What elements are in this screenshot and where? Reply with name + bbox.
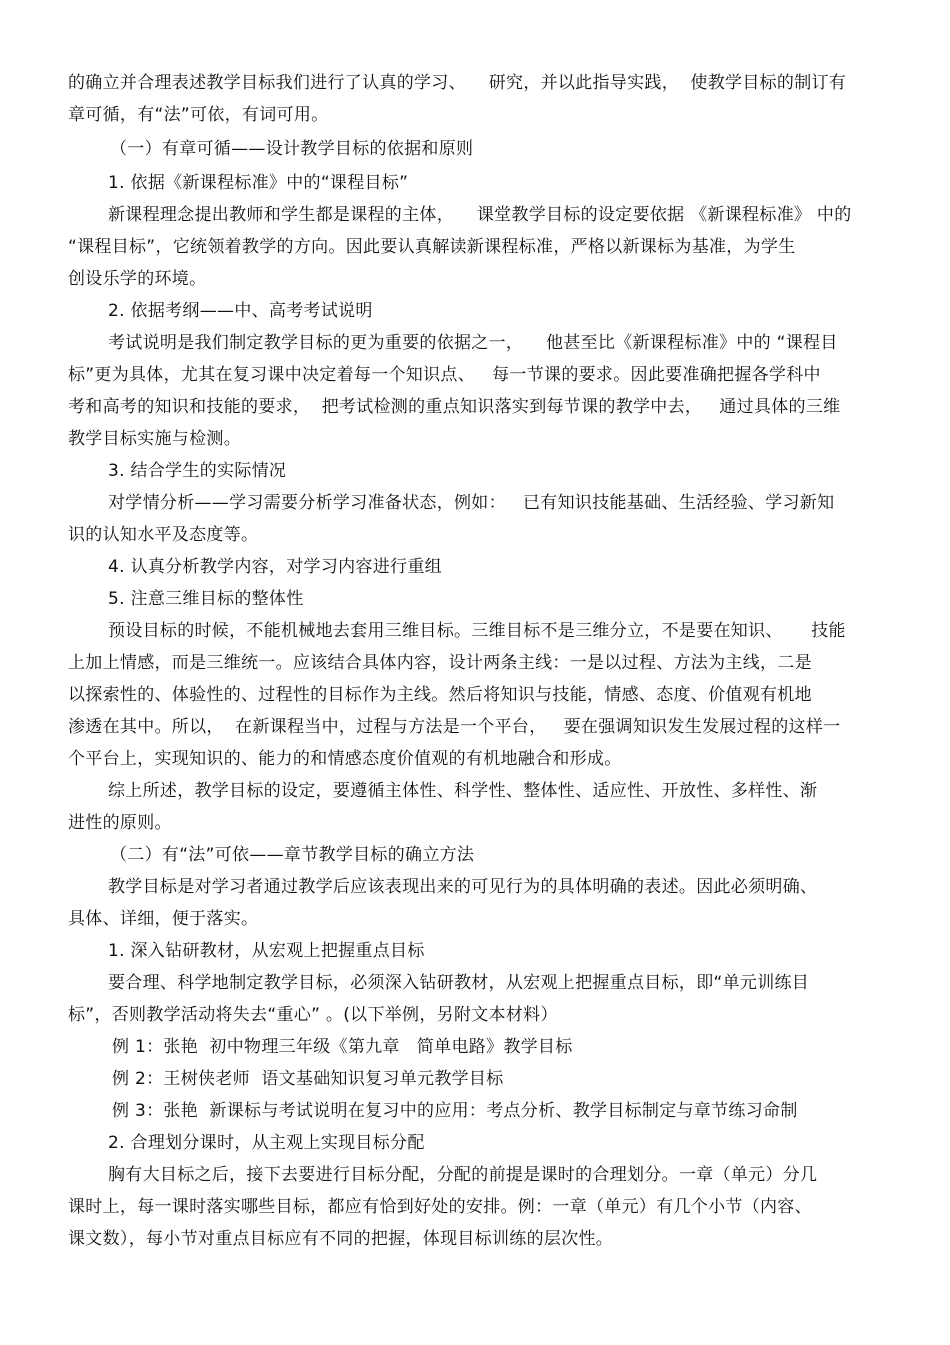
- example-line: 例 3：张艳 新课标与考试说明在复习中的应用：考点分析、教学目标制定与章节练习命制: [112, 1101, 798, 1121]
- section-heading-1: （一）有章可循——设计教学目标的依据和原则: [110, 139, 474, 159]
- subheading: 2. 依据考纲——中、高考考试说明: [108, 301, 373, 321]
- text-line: 上加上情感，而是三维统一。应该结合具体内容，设计两条主线：一是以过程、方法为主线，二是: [68, 653, 812, 673]
- subheading: 4. 认真分析教学内容，对学习内容进行重组: [108, 557, 442, 577]
- text-line: 考和高考的知识和技能的要求， 把考试检测的重点知识落实到每节课的教学中去， 通过具体的三维: [68, 397, 841, 417]
- text-line: 预设目标的时候，不能机械地去套用三维目标。三维目标不是三维分立，不是要在知识、 技能: [108, 621, 846, 641]
- example-line: 例 1：张艳 初中物理三年级《第九章 简单电路》教学目标: [112, 1037, 573, 1057]
- text-line: 综上所述，教学目标的设定，要遵循主体性、科学性、整体性、适应性、开放性、多样性、渐: [108, 781, 818, 801]
- text-line: 课时上，每一课时落实哪些目标，都应有恰到好处的安排。例：一章（单元）有几个小节（内容、: [68, 1197, 812, 1217]
- text-line: “课程目标”，它统领着教学的方向。因此要认真解读新课程标准，严格以新课标为基准，为学生: [68, 237, 796, 257]
- text-line: 胸有大目标之后，接下去要进行目标分配，分配的前提是课时的合理划分。一章（单元）分几: [108, 1165, 818, 1185]
- text-line: 教学目标实施与检测。: [68, 429, 241, 449]
- text-line: 新课程理念提出教师和学生都是课程的主体， 课堂教学目标的设定要依据 《新课程标准》 中的: [108, 205, 852, 225]
- subheading: 2. 合理划分课时，从主观上实现目标分配: [108, 1133, 425, 1153]
- text-line: 考试说明是我们制定教学目标的更为重要的依据之一， 他甚至比《新课程标准》中的 “课程目: [108, 333, 838, 353]
- text-line: 对学情分析——学习需要分析学习准备状态，例如： 已有知识技能基础、生活经验、学习新知: [108, 493, 835, 513]
- text-line: 进性的原则。: [68, 813, 172, 833]
- subheading: 1. 深入钻研教材，从宏观上把握重点目标: [108, 941, 425, 961]
- text-line: 标”更为具体，尤其在复习课中决定着每一个知识点、 每一节课的要求。因此要准确把握各学科中: [68, 365, 821, 385]
- text-line: 课文数），每小节对重点目标应有不同的把握，体现目标训练的层次性。: [68, 1229, 614, 1249]
- subheading: 5. 注意三维目标的整体性: [108, 589, 304, 609]
- text-line: 教学目标是对学习者通过教学后应该表现出来的可见行为的具体明确的表述。因此必须明确、: [108, 877, 818, 897]
- text-line: 个平台上，实现知识的、能力的和情感态度价值观的有机地融合和形成。: [68, 749, 622, 769]
- text-line: 章可循，有“法”可依，有词可用。: [68, 105, 329, 125]
- text-line: 标”，否则教学活动将失去“重心” 。(以下举例，另附文本材料）: [68, 1005, 558, 1025]
- example-line: 例 2：王树侠老师 语文基础知识复习单元教学目标: [112, 1069, 504, 1089]
- section-heading-2: （二）有“法”可依——章节教学目标的确立方法: [110, 845, 475, 865]
- text-line: 的确立并合理表述教学目标我们进行了认真的学习、 研究，并以此指导实践， 使教学目标的制订有: [68, 73, 847, 93]
- text-line: 要合理、科学地制定教学目标，必须深入钻研教材，从宏观上把握重点目标，即“单元训练目: [108, 973, 810, 993]
- text-line: 以探索性的、体验性的、过程性的目标作为主线。然后将知识与技能，情感、态度、价值观有机地: [68, 685, 812, 705]
- text-line: 渗透在其中。所以， 在新课程当中，过程与方法是一个平台， 要在强调知识发生发展过程的这样一: [68, 717, 841, 737]
- text-line: 创设乐学的环境。: [68, 269, 207, 289]
- text-line: 具体、详细，便于落实。: [68, 909, 259, 929]
- subheading: 3. 结合学生的实际情况: [108, 461, 287, 481]
- text-line: 识的认知水平及态度等。: [68, 525, 259, 545]
- subheading: 1. 依据《新课程标准》中的“课程目标”: [108, 173, 409, 193]
